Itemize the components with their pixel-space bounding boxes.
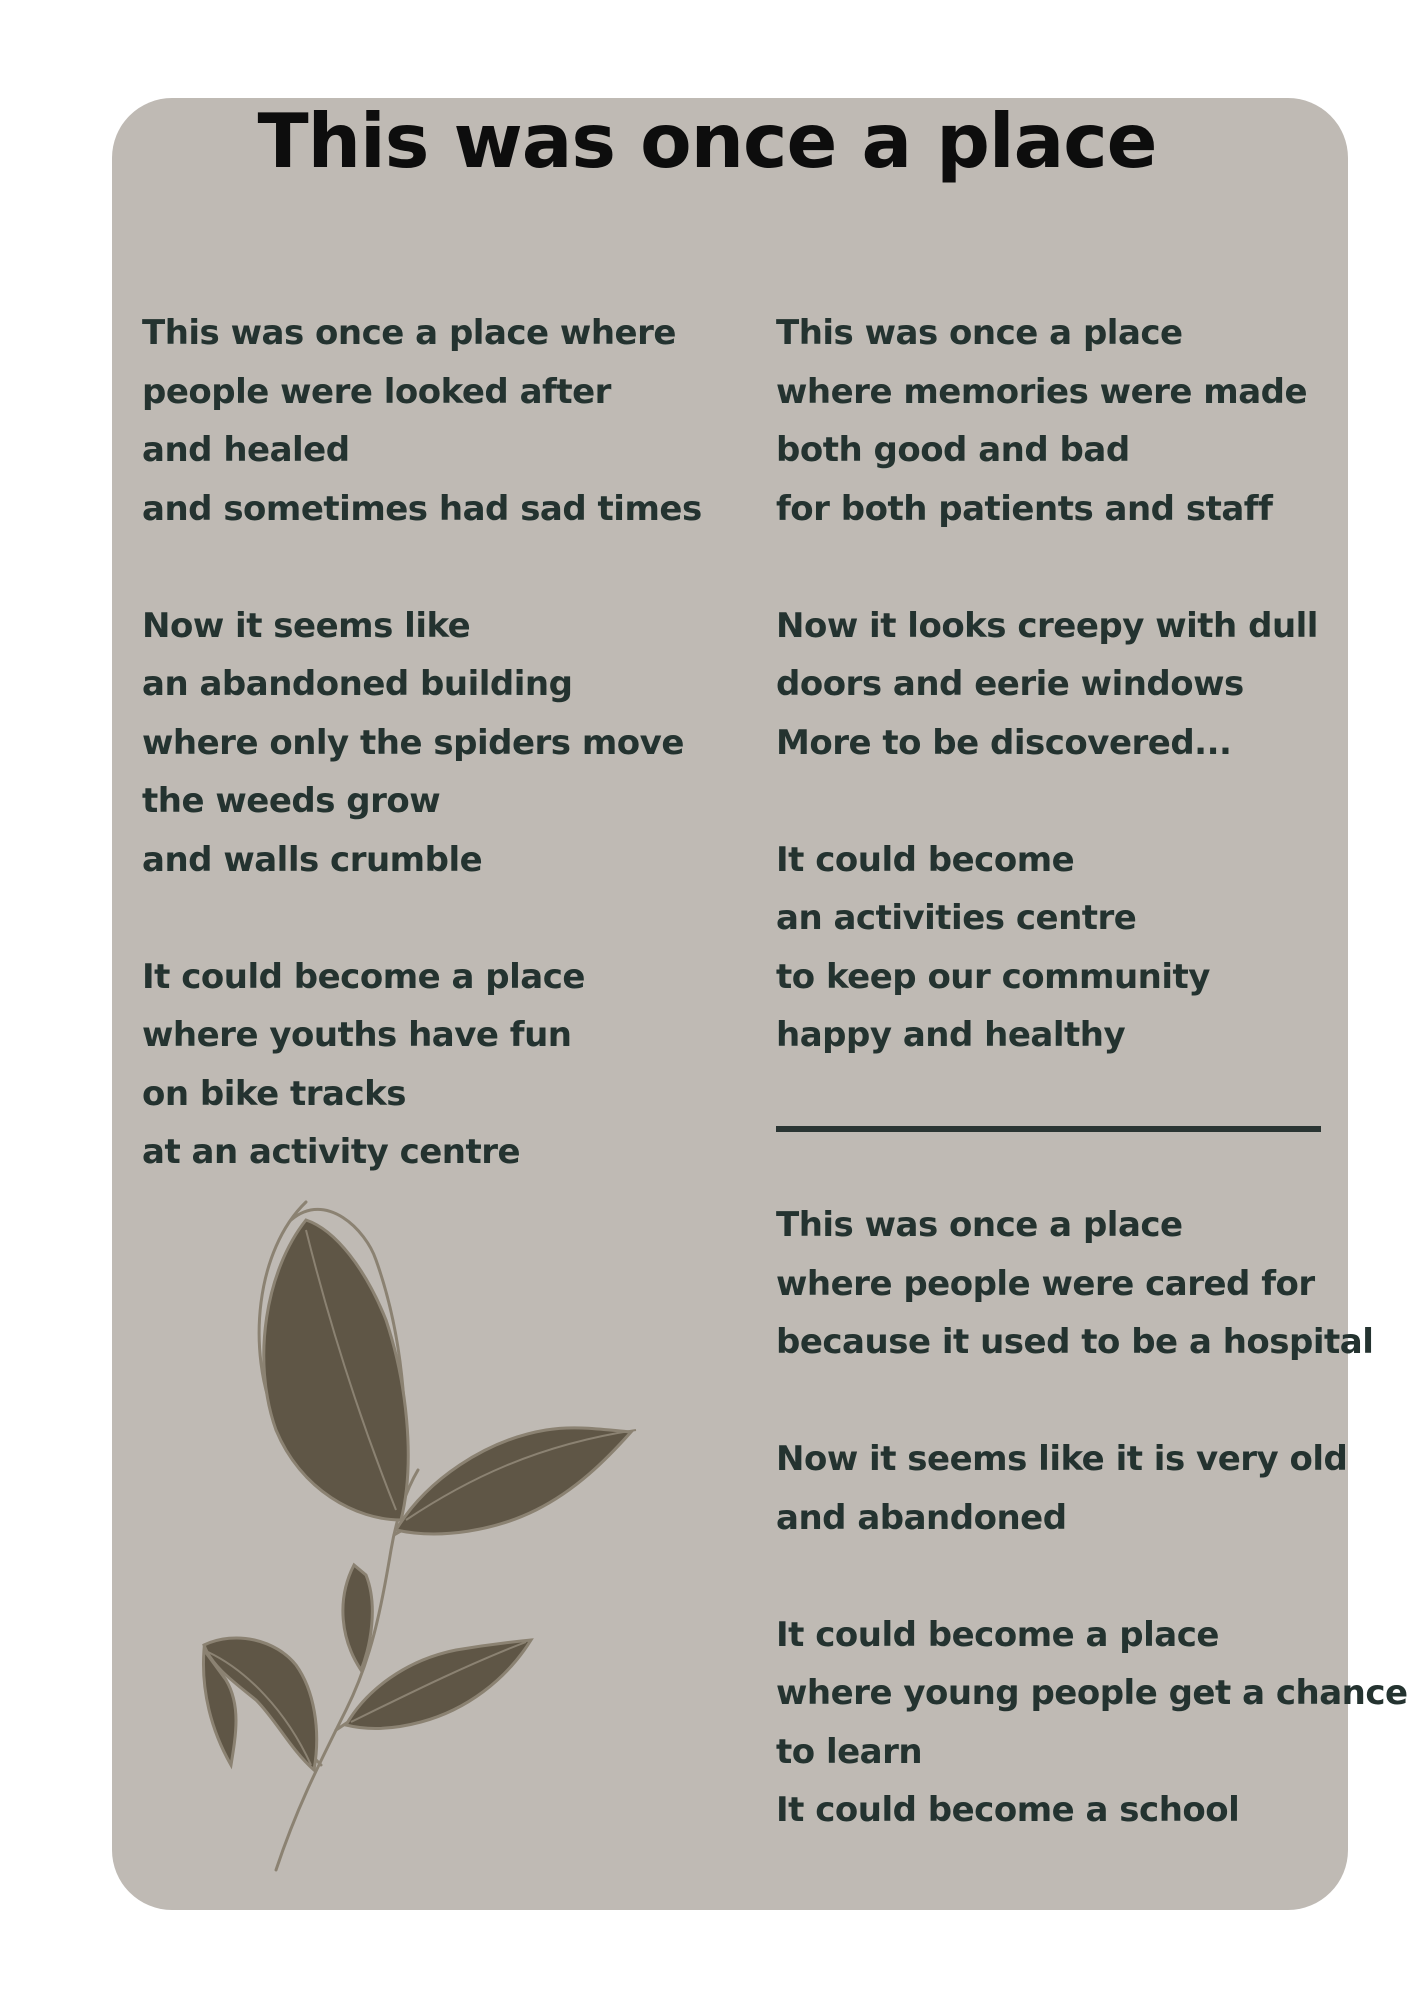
poem-line: where youths have fun [142, 1015, 572, 1055]
stanza [142, 597, 682, 890]
poem-line: happy and healthy [776, 1015, 1126, 1055]
poem-line: because it used to be a hospital [776, 1322, 1374, 1362]
poem-line: both good and bad [776, 430, 1130, 470]
poem-line: It could become [776, 839, 1075, 880]
poem-line: This was once a place where [142, 313, 676, 353]
poem-line: This was once a place [776, 1205, 1183, 1245]
poem-line: Now it looks creepy with dull [776, 605, 1318, 646]
poem-line: where people were cared for [776, 1263, 1315, 1304]
poem-line: It could become a place [142, 956, 585, 997]
poem-line: More to be discovered... [776, 722, 1232, 763]
stanza [776, 597, 1336, 773]
poem-line: where only the spiders move [142, 722, 684, 763]
poem-line: to learn [776, 1731, 923, 1772]
poem-line: doors and eerie windows [776, 664, 1244, 704]
stanza [776, 1430, 1348, 1547]
poem-line: an abandoned building [142, 664, 573, 704]
poem-line: for both patients and staff [776, 488, 1273, 529]
stanza [776, 1606, 1408, 1840]
stanza [142, 948, 682, 1182]
poem-left [142, 304, 702, 1182]
stanza [776, 1196, 1374, 1372]
poem-line: people were looked after [142, 371, 611, 412]
stanza [142, 304, 702, 538]
poem-line: Now it seems like it is very old [776, 1439, 1348, 1479]
poem-line: and walls crumble [142, 839, 483, 880]
poem-line: on bike tracks [142, 1073, 406, 1114]
page-title: This was once a place [257, 97, 1157, 185]
poem-line: This was once a place [776, 313, 1183, 353]
stanza [776, 304, 1336, 538]
poem-line: It could become a school [776, 1790, 1240, 1830]
poem-line: and healed [142, 430, 350, 470]
divider-line [776, 1126, 1321, 1132]
poem-line: an activities centre [776, 898, 1137, 938]
poem-line: Now it seems like [142, 605, 471, 646]
leaf-branch-illustration [196, 1190, 686, 1890]
poem-line: where young people get a chance [776, 1673, 1408, 1713]
poem-line: and sometimes had sad times [142, 488, 702, 529]
poem-line: at an activity centre [142, 1132, 521, 1172]
poem-line: It could become a place [776, 1614, 1219, 1655]
poem-line: and abandoned [776, 1497, 1067, 1538]
poem-line: to keep our community [776, 956, 1210, 997]
leaf [396, 1428, 631, 1534]
leaf [264, 1220, 408, 1520]
leaf [346, 1640, 531, 1728]
stanza [776, 831, 1336, 1065]
poem-line: the weeds grow [142, 781, 441, 821]
poem-right-bottom [776, 1196, 1408, 1840]
poem-line: where memories were made [776, 371, 1308, 412]
poem-right-top [776, 304, 1336, 1065]
